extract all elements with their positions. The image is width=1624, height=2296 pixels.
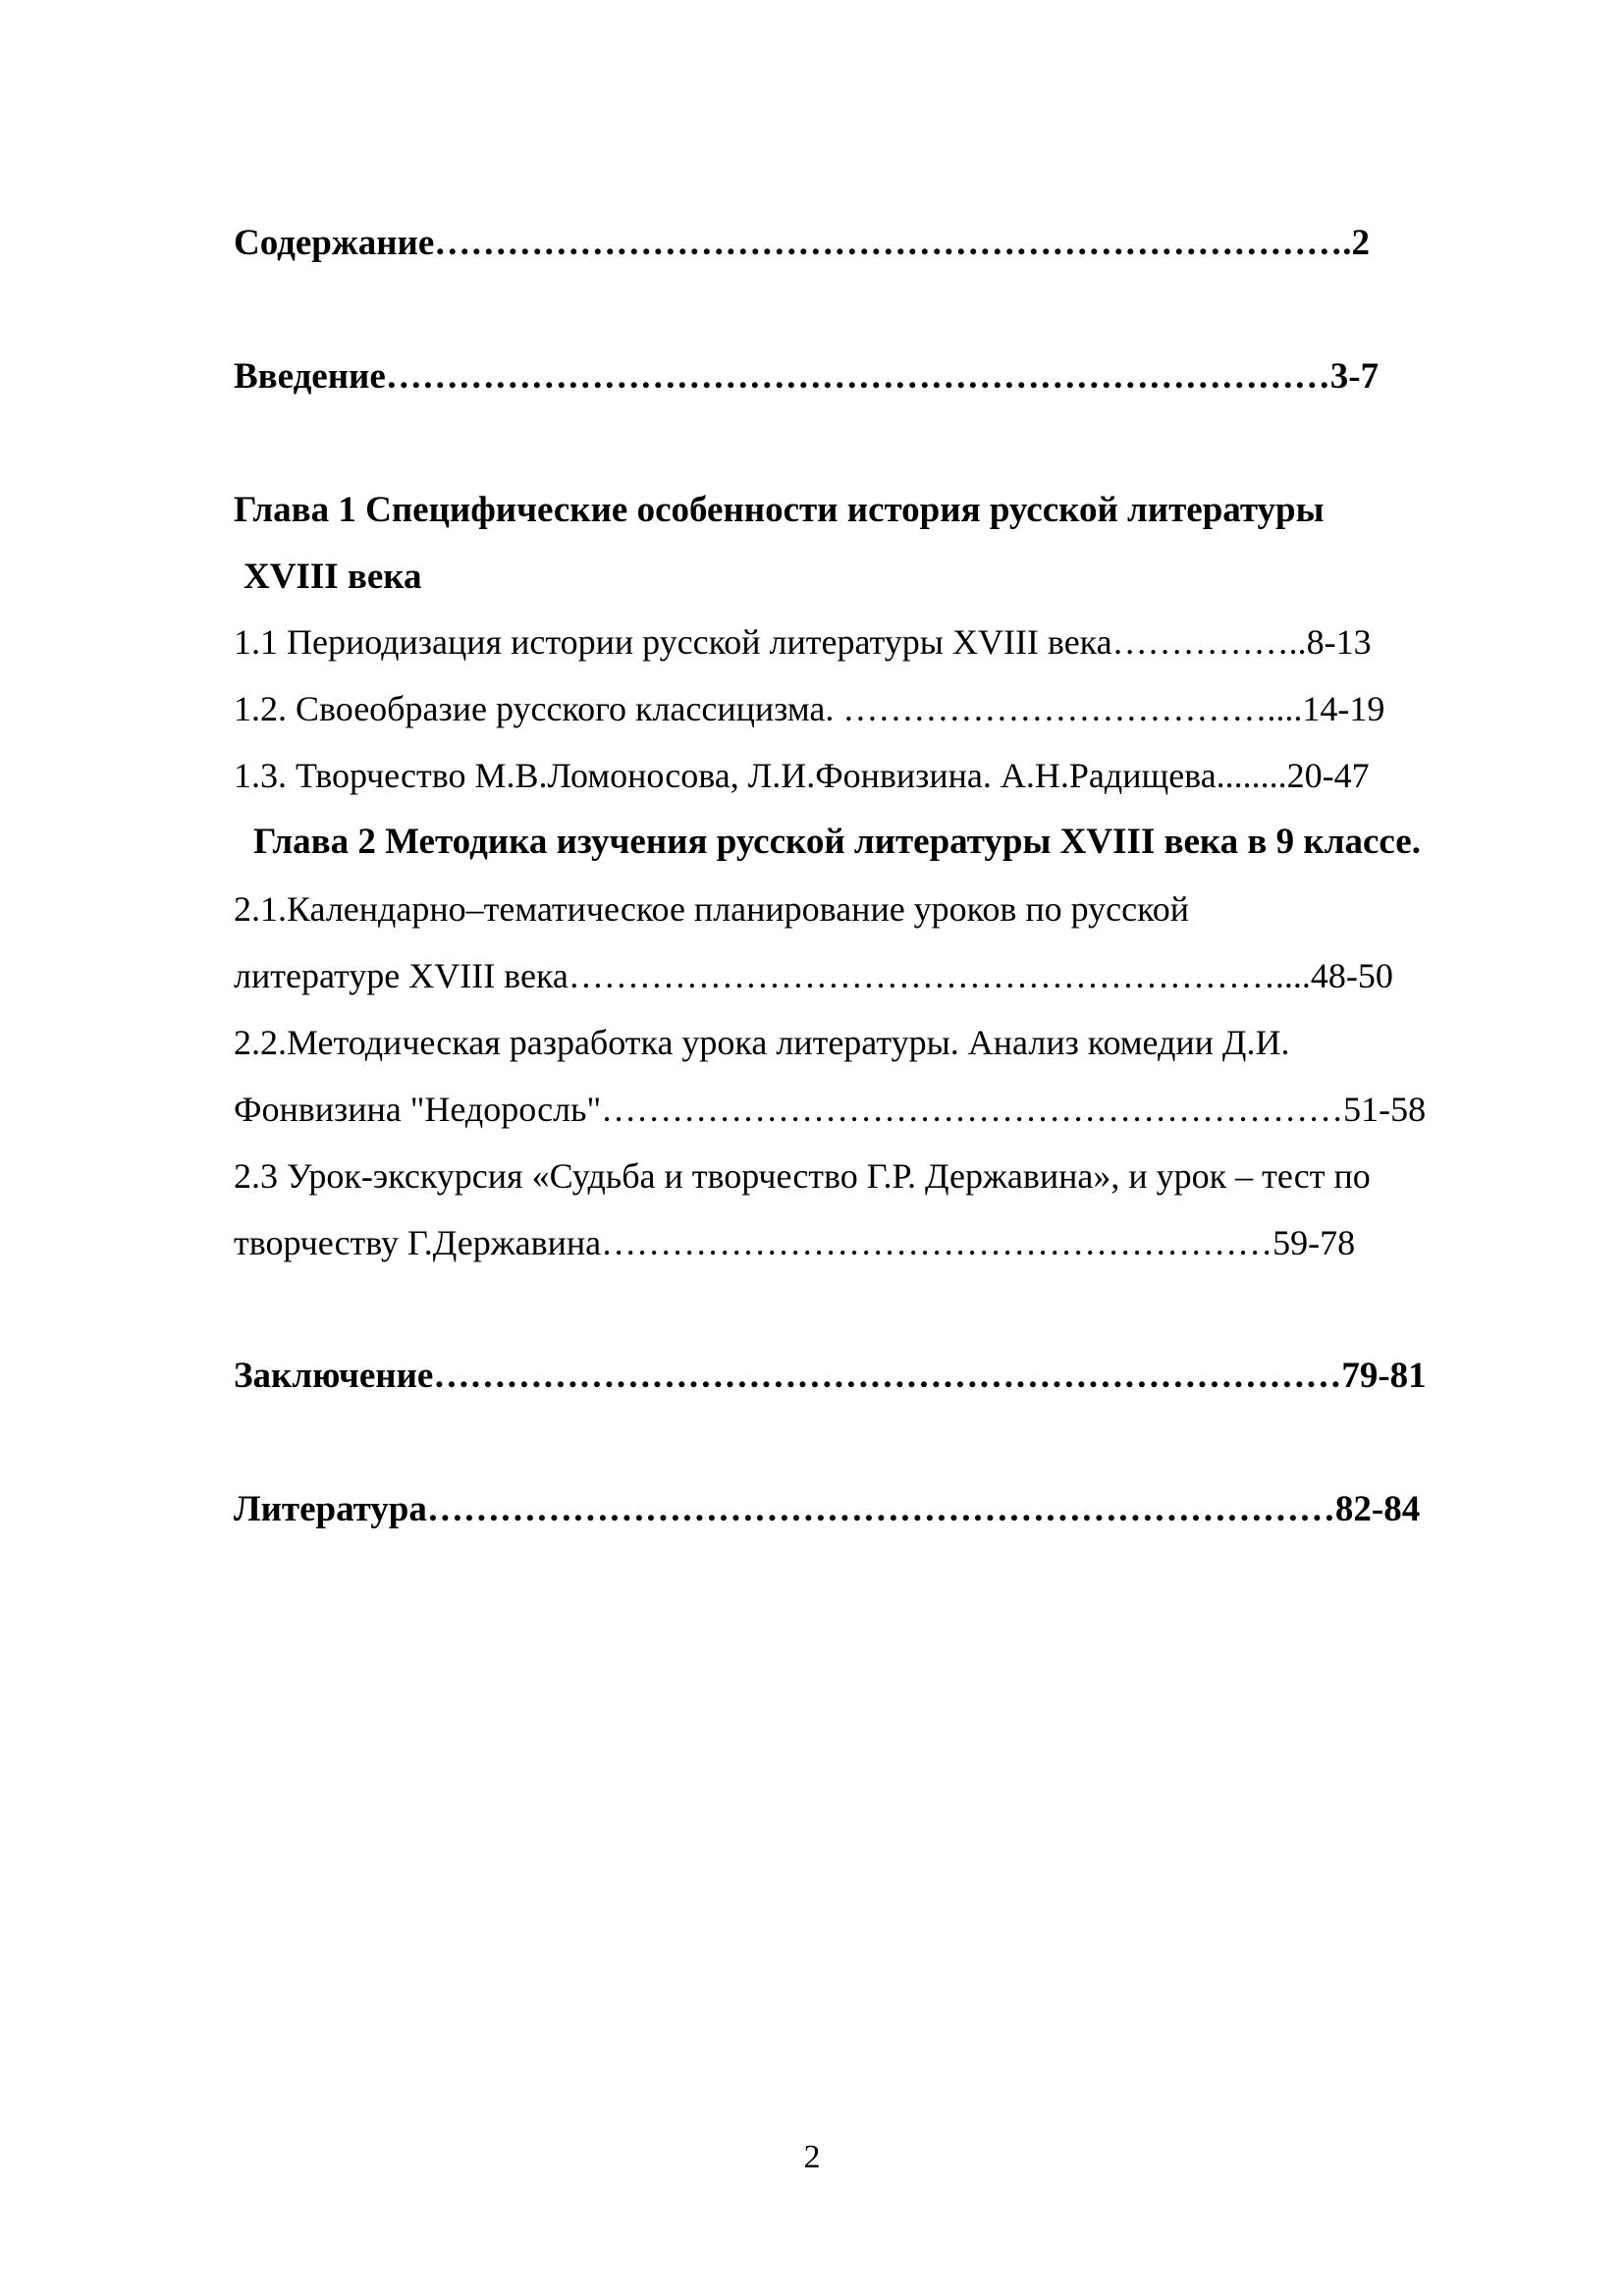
toc-chapter-1-title: Глава 1 Специфические особенности история русской литературы [234,490,1325,530]
toc-item-1-2: 1.2. Своеобразие русского классицизма. ………………………………....14-19 [234,689,1385,728]
page-number: 2 [803,2139,821,2175]
toc-chapter-1-title-continued: XVIII века [244,557,422,597]
toc-chapter-2-title: Глава 2 Методика изучения русской литературы XVIII века в 9 классе. [253,822,1421,862]
toc-item-2-2-continued: Фонвизина "Недоросль"………………………………………………………51-58 [234,1090,1427,1129]
toc-literature: Литература…………………………………………………………………82-84 [234,1489,1421,1529]
toc-conclusion: Заключение…………………………………………………………………79-81 [234,1356,1427,1396]
toc-item-2-1: 2.1.Календарно–тематическое планирование уроков по русской [234,889,1190,929]
toc-item-2-2: 2.2.Методическая разработка урока литературы. Анализ комедии Д.И. [234,1023,1290,1062]
toc-contents: Содержание………………………………………………………………….2 [234,223,1371,263]
toc-item-2-3-continued: творчеству Г.Державина…………………………………………………59-78 [234,1223,1356,1262]
toc-item-2-3: 2.3 Урок-экскурсия «Судьба и творчество Г.Р. Державина», и урок – тест по [234,1156,1371,1196]
toc-item-1-3: 1.3. Творчество М.В.Ломоносова, Л.И.Фонвизина. А.Н.Радищева........20-47 [234,756,1370,795]
toc-introduction: Введение……………………………………………………………………3-7 [234,356,1380,397]
toc-item-1-1: 1.1 Периодизация истории русской литературы XVIII века……………..8-13 [234,622,1372,662]
toc-item-2-1-continued: литературе XVIII века……………………………………………………....48-50 [234,956,1393,995]
